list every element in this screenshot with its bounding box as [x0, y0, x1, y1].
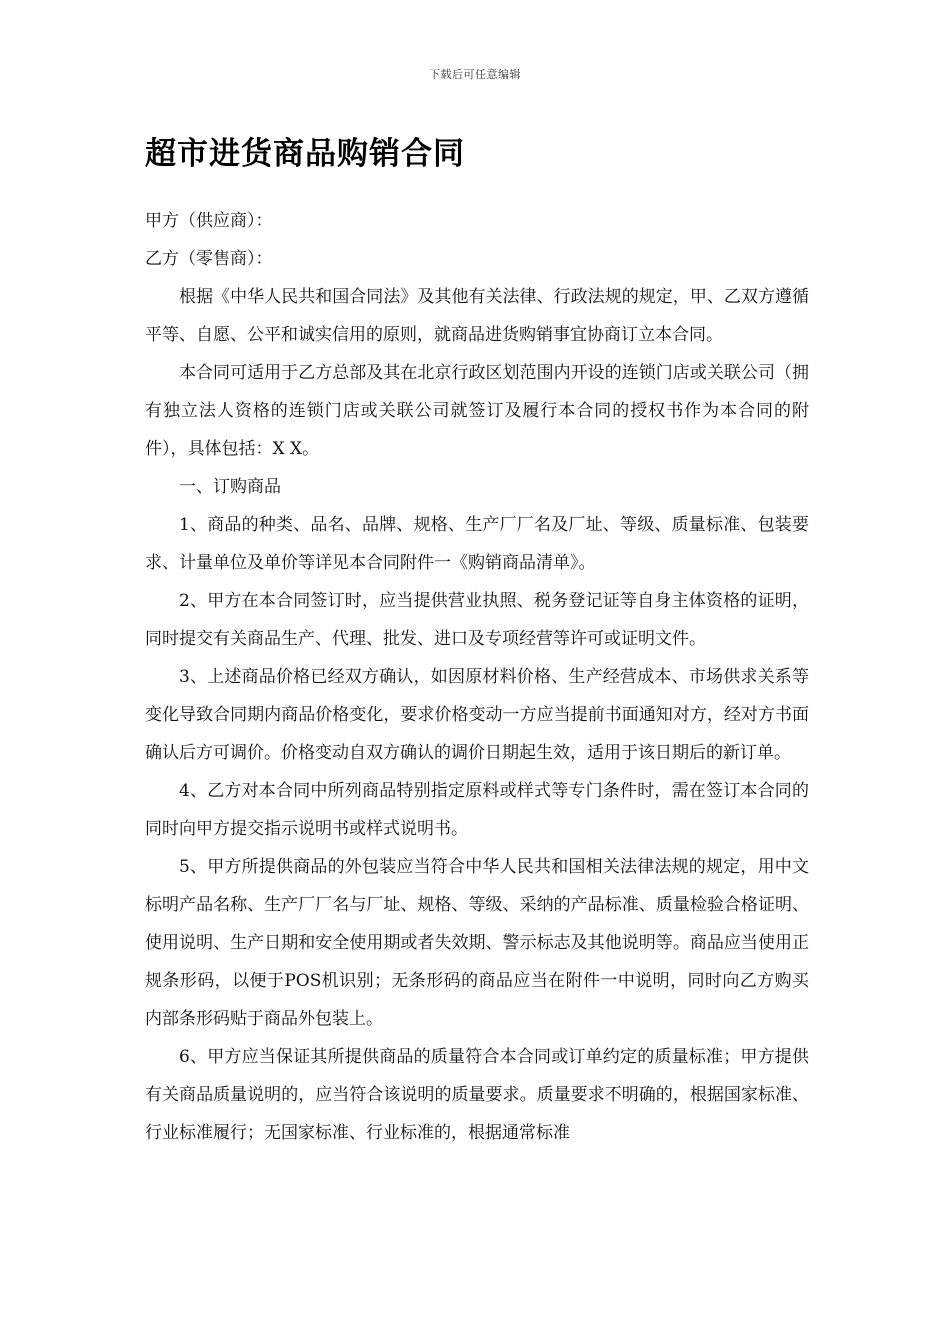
- section-heading-ordering: 一、订购商品: [179, 477, 281, 497]
- party-b-line: 乙方（零售商）：: [145, 249, 273, 269]
- header-note: 下载后可任意编辑: [429, 68, 521, 81]
- clause-5: 5、甲方所提供商品的外包装应当符合中华人民共和国相关法律法规的规定，用中文标明产品名称、生产厂厂名与厂址、规格、等级、采纳的产品标准、质量检验合格证明、使用说明、生产日期和安全使用期或者失效期、警示标志及其他说明等。商品应当使用正规条形码，以便于POS机识别；无条形码的商品应当在附件一中说明，同时向乙方购买内部条形码贴于商品外包装上。: [145, 857, 809, 1029]
- clause-6: 6、甲方应当保证其所提供商品的质量符合本合同或订单约定的质量标准；甲方提供有关商品质量说明的，应当符合该说明的质量要求。质量要求不明确的，根据国家标准、行业标准履行；无国家标准、行业标准的，根据通常标准: [145, 1047, 809, 1143]
- scope-paragraph: 本合同可适用于乙方总部及其在北京行政区划范围内开设的连锁门店或关联公司（拥有独立法人资格的连锁门店或关联公司就签订及履行本合同的授权书作为本合同的附件），具体包括：X X。: [145, 363, 809, 459]
- clause-4: 4、乙方对本合同中所列商品特别指定原料或样式等专门条件时，需在签订本合同的同时向甲方提交指示说明书或样式说明书。: [145, 781, 809, 839]
- document-title: 超市进货商品购销合同: [145, 136, 465, 172]
- clause-1: 1、商品的种类、品名、品牌、规格、生产厂厂名及厂址、等级、质量标准、包装要求、计量单位及单价等详见本合同附件一《购销商品清单》。: [145, 515, 809, 573]
- document-body: [145, 202, 809, 1152]
- clause-2: 2、甲方在本合同签订时，应当提供营业执照、税务登记证等自身主体资格的证明，同时提交有关商品生产、代理、批发、进口及专项经营等许可或证明文件。: [145, 591, 809, 649]
- party-a-line: 甲方（供应商）：: [145, 211, 273, 231]
- preamble-paragraph: 根据《中华人民共和国合同法》及其他有关法律、行政法规的规定，甲、乙双方遵循平等、自愿、公平和诚实信用的原则，就商品进货购销事宜协商订立本合同。: [145, 287, 809, 345]
- clause-3: 3、上述商品价格已经双方确认，如因原材料价格、生产经营成本、市场供求关系等变化导致合同期内商品价格变化，要求价格变动一方应当提前书面通知对方，经对方书面确认后方可调价。价格变动自双方确认的调价日期起生效，适用于该日期后的新订单。: [145, 667, 809, 763]
